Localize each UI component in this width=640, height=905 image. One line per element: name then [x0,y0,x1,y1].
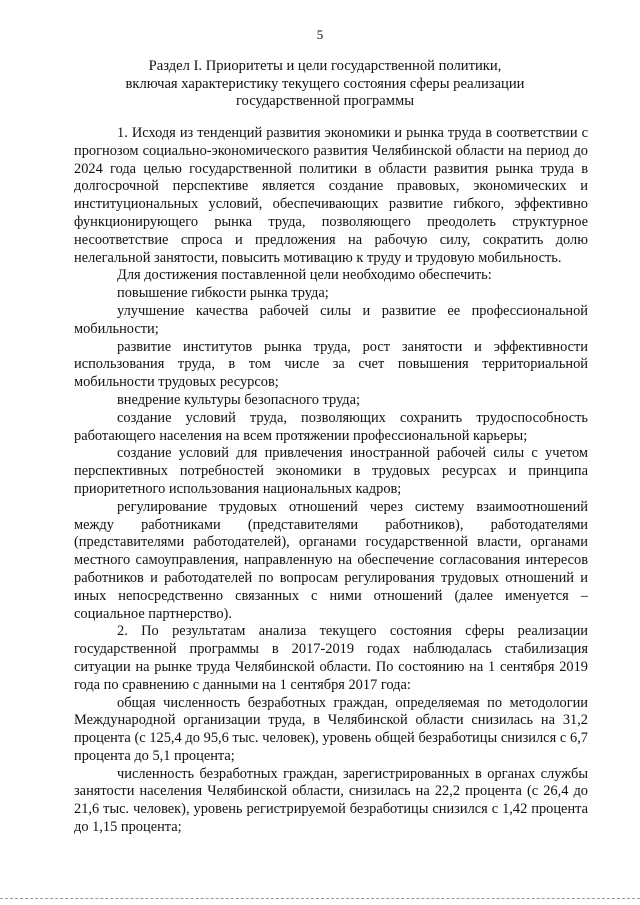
list-item-social-partnership: регулирование трудовых отношений через систему взаимоотношений между работниками (представителями работников), работодателями (представителями работодателей), органами государственной власти, органами местного самоуправления, направленную на обеспечение согласования интересов работников и работодателей по вопросам регулирования трудовых отношений и иных непосредственно связанных с ними отношений (далее именуется – социальное партнерство). [74,498,588,622]
list-item-ilo-unemployment: общая численность безработных граждан, определяемая по методологии Международной организации труда, в Челябинской области снизилась на 31,2 процента (с 125,4 до 95,6 тыс. человек), уровень общей безработицы снизился с 6,7 процента до 5,1 процента; [74,694,588,764]
list-item-workforce-quality: улучшение качества рабочей силы и развитие ее профессиональной мобильности; [74,302,588,337]
list-item-working-conditions: создание условий труда, позволяющих сохранить трудоспособность работающего населения на всем протяжении профессиональной карьеры; [74,409,588,444]
list-item-foreign-labor: создание условий для привлечения иностранной рабочей силы с учетом перспективных потребностей экономики в трудовых ресурсах и принципа приоритетного использования национальных кадров; [74,445,588,497]
section-title [110,58,540,111]
paragraph-analysis: 2. По результатам анализа текущего состояния сферы реализации государственной программы в 2017-2019 годах наблюдалась стабилизация ситуации на рынке труда Челябинской области. По состоянию на 1 сентября 2019 года по сравнению с данными на 1 сентября 2017 года: [74,623,588,693]
document-body [74,125,588,837]
bottom-scan-edge [0,898,640,899]
list-item-safety-culture: внедрение культуры безопасного труда; [117,391,360,408]
page-number: 5 [316,27,324,42]
list-item-flexibility: повышение гибкости рынка труда; [117,285,329,302]
paragraph-goal: 1. Исходя из тенденций развития экономики и рынка труда в соответствии с прогнозом социально-экономического развития Челябинской области на период до 2024 года целью государственной политики в области развития рынка труда в долгосрочной перспективе является создание правовых, экономических и институциональных условий, обеспечивающих развитие гибкого, эффективно функционирующего рынка труда, позволяющего преодолеть структурное несоответствие спроса и предложения на рабочую силу, сократить долю нелегальной занятости, повысить мотивацию к труду и трудовую мобильность. [74,125,588,266]
list-item-institutions: развитие институтов рынка труда, рост занятости и эффективности использования труда, в том числе за счет повышения территориальной мобильности трудовых ресурсов; [74,338,588,391]
section-title-line-2: включая характеристику текущего состояния сферы реализации [125,75,525,92]
list-item-registered-unemployment: численность безработных граждан, зарегистрированных в органах службы занятости населения Челябинской области, снизилась на 22,2 процента (с 26,4 до 21,6 тыс. человек), уровень регистрируемой безработицы снизился с 1,42 процента до 1,15 процента; [74,765,588,836]
paragraph-requirements-intro: Для достижения поставленной цели необходимо обеспечить: [117,267,492,284]
section-title-line-3: государственной программы [235,93,415,109]
section-title-line-1: Раздел I. Приоритеты и цели государственной политики, [148,58,502,74]
